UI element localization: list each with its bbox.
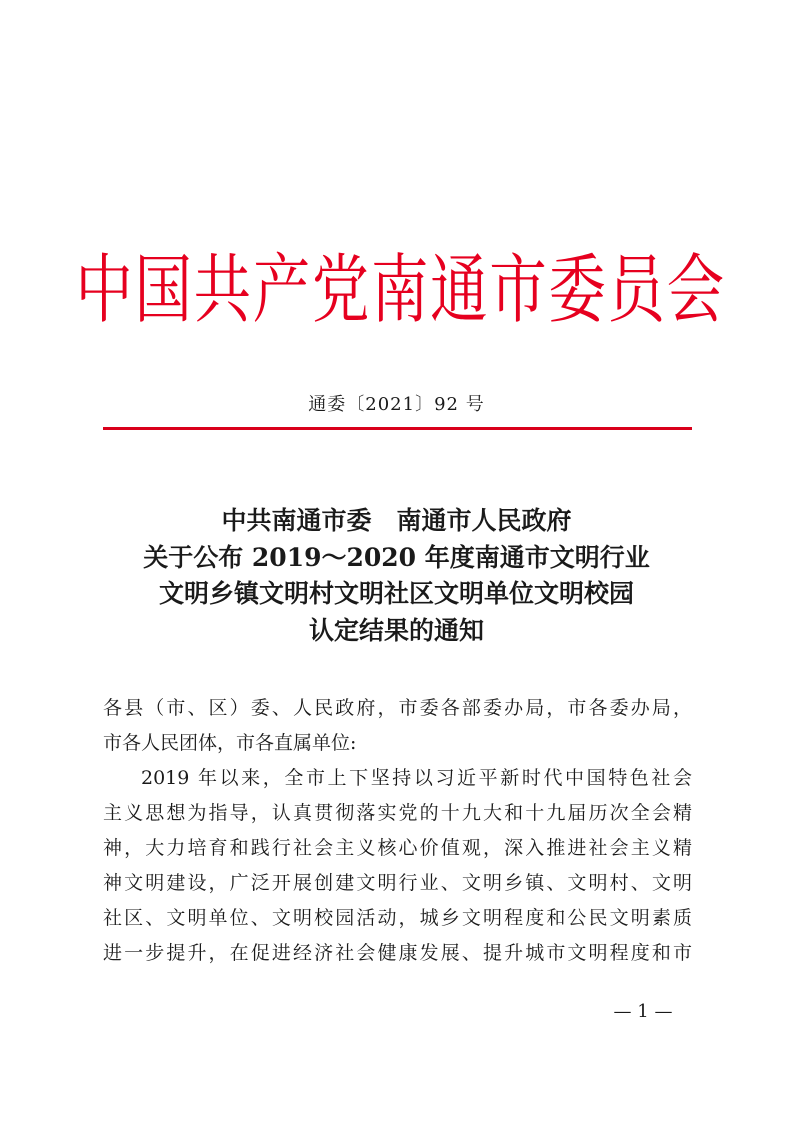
salutation-line-1: 各县（市、区）委、人民政府，市委各部委办局，市各委办局， (103, 697, 692, 719)
paragraph-line-1: 2019 年以来，全市上下坚持以习近平新时代中国特色社会 (141, 767, 692, 789)
page-number: — 1 — (613, 1001, 673, 1022)
notice-title (60, 503, 733, 649)
title-line-4: 认定结果的通知 (308, 615, 484, 645)
salutation-line-2: 市各人民团体，市各直属单位: (103, 732, 357, 754)
title-line-2: 关于公布 2019～2020 年度南通市文明行业 (143, 542, 650, 572)
paragraph-line-2: 主义思想为指导，认真贯彻落实党的十九大和十九届历次全会精 (103, 802, 692, 824)
paragraph-line-6: 进一步提升，在促进经济社会健康发展、提升城市文明程度和市 (103, 942, 692, 964)
document-number: 通委〔2021〕92 号 (308, 394, 485, 415)
title-line-1: 中共南通市委 南通市人民政府 (221, 506, 572, 535)
paragraph-line-5: 社区、文明单位、文明校园活动，城乡文明程度和公民文明素质 (103, 907, 692, 929)
title-line-3: 文明乡镇文明村文明社区文明单位文明校园 (158, 579, 634, 608)
masthead-title: 中国共产党南通市委员会 (75, 245, 726, 334)
red-divider-rule (103, 427, 692, 430)
paragraph-line-3: 神，大力培育和践行社会主义核心价值观，深入推进社会主义精 (103, 837, 692, 859)
body-text (103, 691, 692, 971)
paragraph-line-4: 神文明建设，广泛开展创建文明行业、文明乡镇、文明村、文明 (103, 872, 692, 894)
